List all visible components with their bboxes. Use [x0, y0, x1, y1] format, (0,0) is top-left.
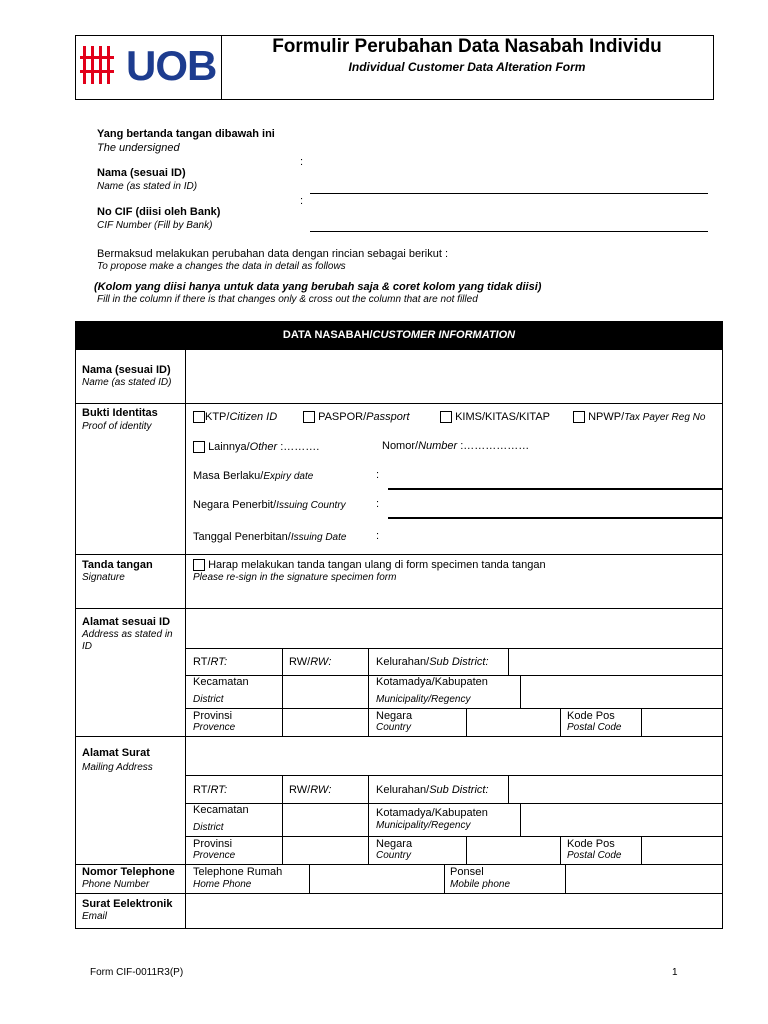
kelurahan-label-en: Sub District: — [429, 784, 489, 796]
number-label-en: Number — [418, 440, 458, 452]
row-name-label: Nama (sesuai ID) — [82, 364, 171, 376]
phone-col-divider — [444, 864, 445, 893]
cif-label-en: CIF Number (Fill by Bank) — [97, 220, 213, 231]
mailing-col-divider — [641, 836, 642, 864]
kecamatan-label: Kecamatan — [193, 676, 249, 688]
address-col-divider — [282, 648, 283, 736]
expiry-label-en: Expiry date — [263, 471, 314, 482]
kecamatan-label-en: District — [193, 694, 224, 705]
provinsi-label-en: Provence — [193, 722, 236, 733]
negara-label-en: Country — [376, 722, 412, 733]
paspor-label: PASPOR/ — [318, 411, 367, 423]
form-subtitle: Individual Customer Data Alteration Form — [348, 60, 586, 74]
resign-label-en: Please re-sign in the signature specimen form — [193, 572, 397, 583]
ktp-checkbox[interactable] — [193, 411, 205, 423]
issue-date-label — [193, 531, 346, 543]
mailing-subdivider — [186, 775, 723, 776]
rt-label-en: RT: — [210, 784, 228, 796]
table-heading — [75, 321, 723, 350]
resign-label: Harap melakukan tanda tangan ulang di form specimen tanda tangan — [208, 559, 546, 571]
paspor-label-en: Passport — [366, 411, 410, 423]
kims-checkbox[interactable] — [440, 411, 452, 423]
rw-label-en: RW: — [310, 656, 332, 668]
email-field[interactable] — [186, 894, 722, 928]
number-label: Nomor/ — [382, 440, 419, 452]
kotamadya-label: Kotamadya/Kabupaten — [376, 807, 488, 819]
mailing-subdivider — [186, 803, 723, 804]
row-phone-label-en: Phone Number — [82, 879, 150, 890]
other-label-en: Other — [249, 441, 278, 453]
row-divider — [75, 403, 723, 404]
negara-label: Negara — [376, 838, 413, 850]
country-label — [193, 499, 346, 511]
name-label: Nama (sesuai ID) — [97, 167, 186, 179]
country-label-id: Negara Penerbit/ — [193, 499, 277, 511]
colon: : — [376, 469, 380, 481]
kelurahan-label-id: Kelurahan/ — [376, 656, 430, 668]
rt-label-id: RT/ — [193, 784, 211, 796]
kodepos-label-en: Postal Code — [567, 850, 622, 861]
kotamadya-label: Kotamadya/Kabupaten — [376, 676, 488, 688]
other-checkbox[interactable] — [193, 441, 205, 453]
other-label: Lainnya/ — [208, 441, 250, 453]
name-label-en: Name (as stated in ID) — [97, 181, 198, 192]
npwp-option[interactable] — [573, 411, 705, 423]
kodepos-label: Kode Pos — [567, 838, 615, 850]
mailing-address-field[interactable] — [186, 737, 722, 775]
undersigned-label: Yang bertanda tangan dibawah ini — [97, 128, 275, 140]
npwp-label-en: Tax Payer Reg No — [624, 412, 706, 423]
note-text: (Kolom yang diisi hanya untuk data yang berubah saja & coret kolom yang tidak diisi) — [94, 281, 542, 293]
resign-option[interactable] — [193, 559, 546, 571]
address-subdivider — [186, 648, 723, 649]
row-signature-label-en: Signature — [82, 572, 125, 583]
npwp-label: NPWP/ — [588, 411, 625, 423]
row-identity-label: Bukti Identitas — [82, 407, 158, 419]
rt-label — [193, 784, 227, 796]
number-fill: :……………… — [457, 440, 530, 452]
purpose-text: Bermaksud melakukan perubahan data dengan rincian sebagai berikut : — [97, 248, 449, 260]
provinsi-label: Provinsi — [193, 838, 233, 850]
purpose-text-en: To propose make a changes the data in detail as follows — [97, 261, 346, 272]
home-phone-label: Telephone Rumah — [193, 866, 283, 878]
rw-label — [289, 784, 331, 796]
row-identity-label-en: Proof of identity — [82, 421, 152, 432]
address-col-divider — [641, 708, 642, 736]
mailing-col-divider — [282, 775, 283, 864]
negara-label-en: Country — [376, 850, 412, 861]
issue-date-label-id: Tanggal Penerbitan/ — [193, 531, 291, 543]
cif-label: No CIF (diisi oleh Bank) — [97, 206, 221, 218]
undersigned-label-en: The undersigned — [97, 142, 180, 154]
colon: : — [300, 195, 304, 207]
row-name-label-en: Name (as stated ID) — [82, 377, 172, 388]
expiry-input-line[interactable] — [388, 488, 722, 490]
mobile-phone-field[interactable] — [566, 865, 722, 893]
note-text-en: Fill in the column if there is that changes only & cross out the column that are not filled — [97, 294, 478, 305]
kims-option[interactable] — [440, 411, 550, 423]
paspor-option[interactable] — [303, 411, 410, 423]
expiry-label — [193, 470, 313, 482]
row-mailing-label-en: Mailing Address — [82, 762, 153, 773]
mailing-col-divider — [560, 836, 561, 864]
kodepos-label: Kode Pos — [567, 710, 615, 722]
kecamatan-label: Kecamatan — [193, 804, 249, 816]
issue-date-label-en: Issuing Date — [290, 532, 347, 543]
address-col-divider — [508, 648, 509, 675]
mailing-col-divider — [368, 775, 369, 864]
row-address-label: Alamat sesuai ID — [82, 616, 171, 628]
form-title: Formulir Perubahan Data Nasabah Individu — [272, 36, 662, 57]
page-number: 1 — [672, 967, 678, 978]
colon: : — [300, 156, 304, 168]
ktp-label: KTP/ — [205, 411, 230, 423]
table-heading-id: DATA NASABAH/ — [282, 329, 373, 341]
kims-label: KIMS/KITAS/KITAP — [455, 411, 551, 423]
uob-logo — [80, 40, 216, 92]
address-col-divider — [520, 675, 521, 708]
kecamatan-label-en: District — [193, 822, 224, 833]
mobile-phone-label-en: Mobile phone — [450, 879, 511, 890]
logo-text: UOB — [126, 42, 217, 89]
mailing-subdivider — [186, 836, 723, 837]
mailing-col-divider — [466, 836, 467, 864]
cif-input-line[interactable] — [310, 231, 708, 232]
kotamadya-label-en: Municipality/Regency — [376, 820, 471, 831]
provinsi-label: Provinsi — [193, 710, 233, 722]
paspor-checkbox[interactable] — [303, 411, 315, 423]
name-field[interactable] — [186, 351, 722, 403]
country-label-en: Issuing Country — [276, 500, 346, 511]
resign-checkbox[interactable] — [193, 559, 205, 571]
address-subdivider — [186, 708, 723, 709]
rw-label-id: RW/ — [289, 656, 311, 668]
row-address-label-en: Address as stated in ID — [82, 629, 173, 652]
mailing-col-divider — [508, 775, 509, 803]
id-number-field[interactable] — [382, 440, 529, 452]
rw-label-en: RW: — [310, 784, 332, 796]
mobile-phone-label: Ponsel — [450, 866, 484, 878]
home-phone-field[interactable] — [310, 865, 444, 893]
uob-logo-icon — [80, 44, 118, 86]
row-email-label: Surat Eelektronik — [82, 898, 173, 910]
colon: : — [376, 530, 380, 542]
row-signature-label: Tanda tangan — [82, 559, 153, 571]
ktp-label-en: Citizen ID — [229, 411, 278, 423]
ktp-option[interactable] — [193, 411, 277, 423]
kodepos-label-en: Postal Code — [567, 722, 622, 733]
name-input-line[interactable] — [310, 193, 708, 194]
address-id-field[interactable] — [186, 609, 722, 648]
kelurahan-label — [376, 656, 489, 668]
rw-label-id: RW/ — [289, 784, 311, 796]
npwp-checkbox[interactable] — [573, 411, 585, 423]
rt-label — [193, 656, 227, 668]
colon: : — [376, 498, 380, 510]
row-mailing-label: Alamat Surat — [82, 747, 150, 759]
home-phone-label-en: Home Phone — [193, 879, 252, 890]
rw-label — [289, 656, 331, 668]
rt-label-id: RT/ — [193, 656, 211, 668]
address-col-divider — [560, 708, 561, 736]
form-code: Form CIF-0011R3(P) — [90, 967, 184, 978]
kelurahan-label-en: Sub District: — [429, 656, 489, 668]
country-input-line[interactable] — [388, 517, 722, 519]
row-phone-label: Nomor Telephone — [82, 866, 175, 878]
row-divider — [75, 554, 723, 555]
address-col-divider — [368, 648, 369, 736]
kotamadya-label-en: Municipality/Regency — [376, 694, 471, 705]
provinsi-label-en: Provence — [193, 850, 236, 861]
address-col-divider — [466, 708, 467, 736]
other-option[interactable] — [193, 441, 319, 453]
kelurahan-label-id: Kelurahan/ — [376, 784, 430, 796]
other-fill: :………. — [277, 441, 320, 453]
rt-label-en: RT: — [210, 656, 228, 668]
mailing-col-divider — [520, 803, 521, 836]
table-heading-en: CUSTOMER INFORMATION — [372, 329, 516, 341]
negara-label: Negara — [376, 710, 413, 722]
expiry-label-id: Masa Berlaku/ — [193, 470, 264, 482]
row-email-label-en: Email — [82, 911, 108, 922]
kelurahan-label — [376, 784, 489, 796]
